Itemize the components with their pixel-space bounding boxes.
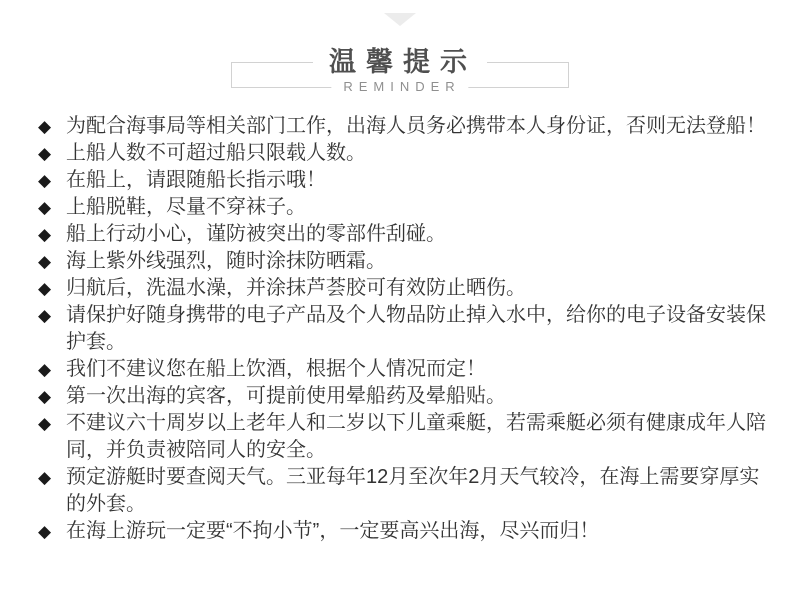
list-item bbox=[38, 167, 776, 194]
list-item bbox=[38, 275, 776, 302]
tip-text: 船上行动小心，谨防被突出的零部件刮碰。 bbox=[66, 223, 446, 245]
tips-list bbox=[0, 113, 800, 545]
tip-text: 第一次出海的宾客，可提前使用晕船药及晕船贴。 bbox=[66, 385, 506, 407]
tip-text: 海上紫外线强烈，随时涂抹防晒霜。 bbox=[66, 250, 386, 272]
list-item bbox=[38, 194, 776, 221]
list-item bbox=[38, 518, 776, 545]
diamond-bullet-icon: ◆ bbox=[38, 171, 52, 190]
diamond-bullet-icon: ◆ bbox=[38, 387, 52, 406]
list-item bbox=[38, 464, 776, 518]
list-item bbox=[38, 383, 776, 410]
list-item bbox=[38, 302, 776, 356]
tip-text: 为配合海事局等相关部门工作，出海人员务必携带本人身份证，否则无法登船！ bbox=[66, 115, 766, 137]
list-item bbox=[38, 410, 776, 464]
diamond-bullet-icon: ◆ bbox=[38, 225, 52, 244]
diamond-bullet-icon: ◆ bbox=[38, 144, 52, 163]
diamond-bullet-icon: ◆ bbox=[38, 252, 52, 271]
tip-text: 上船脱鞋，尽量不穿袜子。 bbox=[66, 196, 306, 218]
list-item bbox=[38, 248, 776, 275]
reminder-notice-page bbox=[0, 13, 800, 596]
tip-text: 归航后，洗温水澡，并涂抹芦荟胶可有效防止晒伤。 bbox=[66, 277, 526, 299]
diamond-bullet-icon: ◆ bbox=[38, 414, 52, 433]
tip-text: 在海上游玩一定要“不拘小节”，一定要高兴出海，尽兴而归！ bbox=[66, 520, 600, 542]
diamond-bullet-icon: ◆ bbox=[38, 279, 52, 298]
chevron-down-icon bbox=[384, 13, 416, 26]
diamond-bullet-icon: ◆ bbox=[38, 522, 52, 541]
tip-text: 在船上，请跟随船长指示哦！ bbox=[66, 169, 326, 191]
tip-text: 不建议六十周岁以上老年人和二岁以下儿童乘艇，若需乘艇必须有健康成年人陪同，并负责被陪同人的安全。 bbox=[66, 412, 766, 461]
list-item bbox=[38, 356, 776, 383]
diamond-bullet-icon: ◆ bbox=[38, 198, 52, 217]
page-subtitle: REMINDER bbox=[331, 79, 468, 95]
list-item bbox=[38, 140, 776, 167]
tip-text: 我们不建议您在船上饮酒，根据个人情况而定！ bbox=[66, 358, 486, 380]
tip-text: 上船人数不可超过船只限载人数。 bbox=[66, 142, 366, 164]
list-item bbox=[38, 113, 776, 140]
diamond-bullet-icon: ◆ bbox=[38, 468, 52, 487]
diamond-bullet-icon: ◆ bbox=[38, 360, 52, 379]
list-item bbox=[38, 221, 776, 248]
diamond-bullet-icon: ◆ bbox=[38, 117, 52, 136]
tip-text: 请保护好随身携带的电子产品及个人物品防止掉入水中，给你的电子设备安装保护套。 bbox=[66, 304, 766, 353]
page-title: 温馨提示 bbox=[313, 48, 487, 78]
diamond-bullet-icon: ◆ bbox=[38, 306, 52, 325]
title-box bbox=[231, 47, 569, 95]
tip-text: 预定游艇时要查阅天气。三亚每年12月至次年2月天气较冷，在海上需要穿厚实的外套。 bbox=[66, 466, 760, 515]
